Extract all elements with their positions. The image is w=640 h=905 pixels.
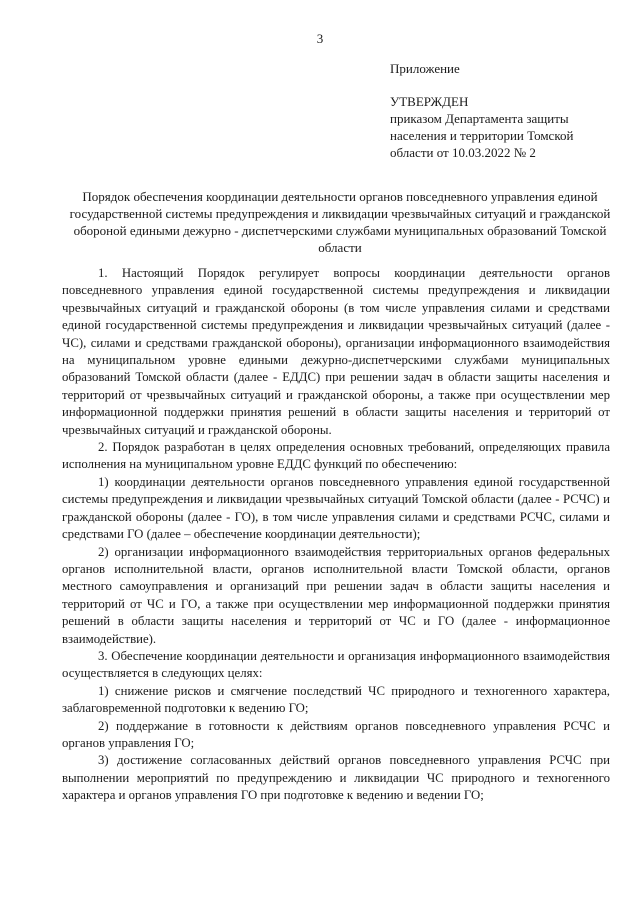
paragraph: 2) организации информационного взаимодействия территориальных органов федеральных органов исполнительной власти, органов исполнительной власти Томской области, органов местного самоуправления и организаций при решении задач в области защиты населения и территорий от ЧС и ГО, а также при осуществлении мер информационной поддержки принятия решений в области защиты населения и территорий от ЧС и ГО (далее - информационное взаимодействие). xyxy=(62,544,610,646)
paragraph: 1) снижение рисков и смягчение последствий ЧС природного и техногенного характера, заблаговременной подготовки к ведению ГО; xyxy=(62,683,610,716)
approval-line: области от 10.03.2022 № 2 xyxy=(390,145,536,160)
document-body xyxy=(62,265,610,805)
approval-heading: УТВЕРЖДЕН xyxy=(390,94,469,109)
approval-line: приказом Департамента защиты xyxy=(390,111,569,126)
approval-block xyxy=(390,93,625,161)
document-title: Порядок обеспечения координации деятельности органов повседневного управления единой государственной системы предупреждения и ликвидации чрезвычайных ситуаций и гражданской обороной едиными дежурно - диспетчерскими службами муниципальных образований Томской области xyxy=(69,189,611,255)
paragraph: 1. Настоящий Порядок регулирует вопросы координации деятельности органов повседневного управления единой государственной системы предупреждения и ликвидации чрезвычайных ситуаций и гражданской обороны (в том числе управления силами и средствами единой государственной системы предупреждения и ликвидации чрезвычайных ситуаций (далее - ЧС), силами и средствами гражданской обороны), организации информационного взаимодействия на муниципальном уровне едиными дежурно-диспетчерскими службами муниципальных образований Томской области (далее - ЕДДС) при решении задач в области защиты населения и территорий от чрезвычайных ситуаций и гражданской обороны, а также при осуществлении мер информационной поддержки принятия решений в области защиты населения и территорий от чрезвычайных ситуаций и гражданской обороны. xyxy=(62,266,610,437)
page-number: 3 xyxy=(316,31,324,46)
paragraph: 3. Обеспечение координации деятельности и организация информационного взаимодействия осуществляется в следующих целях: xyxy=(62,648,610,681)
paragraph: 2) поддержание в готовности к действиям органов повседневного управления РСЧС и органов управления ГО; xyxy=(62,718,610,750)
paragraph: 2. Порядок разработан в целях определения основных требований, определяющих правила исполнения на муниципальном уровне ЕДДС функций по обеспечению: xyxy=(62,440,610,472)
paragraph: 3) достижение согласованных действий органов повседневного управления РСЧС при выполнении мероприятий по предупреждению и ликвидации ЧС природного и техногенного характера и органов управления ГО при подготовке к ведению и ведении ГО; xyxy=(62,753,610,803)
paragraph: 1) координации деятельности органов повседневного управления единой государственной системы предупреждения и ликвидации чрезвычайных ситуаций Томской области (далее - РСЧС) и гражданской обороны (далее - ГО), в том числе управления силами и средствами РСЧС, силами и средствами ГО (далее – обеспечение координации деятельности); xyxy=(62,474,610,542)
appendix-label: Приложение xyxy=(390,61,460,76)
approval-line: населения и территории Томской xyxy=(390,128,574,143)
